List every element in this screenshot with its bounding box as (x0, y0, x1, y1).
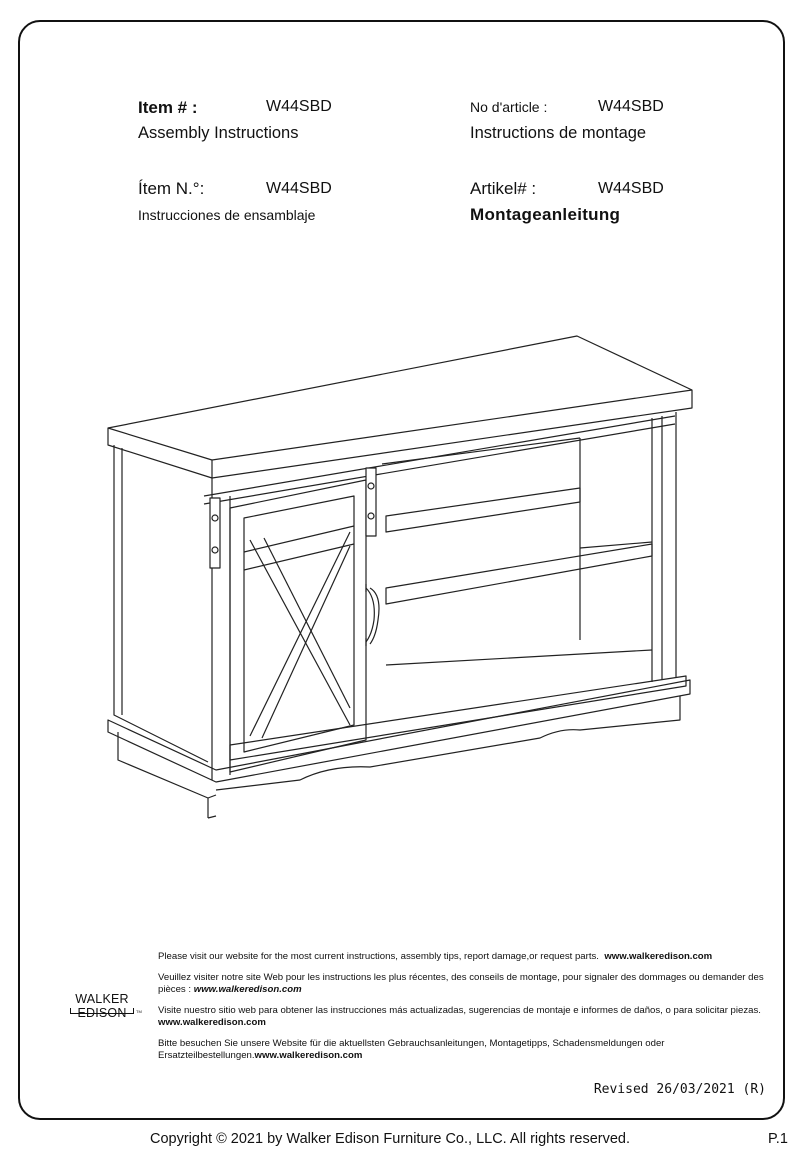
logo-tm: TM (136, 1009, 142, 1014)
info-fr-url[interactable]: www.walkeredison.com (193, 984, 302, 995)
info-fr (158, 972, 768, 996)
item-label-es: Ítem N.°: (138, 179, 205, 198)
info-de-url[interactable]: www.walkeredison.com (254, 1050, 363, 1061)
copyright: Copyright © 2021 by Walker Edison Furniture Co., LLC. All rights reserved. (150, 1131, 630, 1147)
revised-date: Revised 26/03/2021 (R) (593, 1082, 766, 1097)
info-en-url[interactable]: www.walkeredison.com (604, 951, 713, 962)
item-code-fr: W44SBD (598, 98, 664, 115)
logo-text: WALKER EDISON (75, 992, 129, 1020)
info-de (158, 1038, 768, 1062)
info-es-url[interactable]: www.walkeredison.com (158, 1017, 266, 1028)
info-fr-text: Veuillez visiter notre site Web pour les instructions les plus récentes, des conseils de montage, pour signaler des dommages ou demander des pièces : (158, 972, 764, 995)
info-es (158, 1005, 768, 1029)
info-en-text: Please visit our website for the most current instructions, assembly tips, report damage,or request parts. (158, 951, 599, 962)
logo-underline (70, 1008, 134, 1014)
item-code-en: W44SBD (266, 98, 332, 115)
info-es-text: Visite nuestro sitio web para obtener las instrucciones más actualizadas, sugerencias de montaje e informes de daños, o para solicitar piezas. (158, 1005, 761, 1016)
info-en (158, 951, 768, 963)
item-code-es: W44SBD (266, 180, 332, 197)
walker-edison-logo (50, 992, 154, 1020)
title-fr: Instructions de montage (470, 124, 647, 142)
title-en: Assembly Instructions (138, 124, 299, 142)
item-label-en: Item # : (138, 98, 198, 117)
item-label-fr: No d'article : (470, 99, 548, 115)
title-es: Instrucciones de ensamblaje (138, 207, 316, 223)
item-label-de: Artikel# : (470, 179, 537, 198)
item-code-de: W44SBD (598, 180, 664, 197)
page-number: P.1 (768, 1131, 788, 1147)
tv-stand-illustration (100, 320, 700, 820)
title-de: Montageanleitung (470, 205, 621, 224)
info-de-text: Bitte besuchen Sie unsere Website für die aktuellsten Gebrauchsanleitungen, Montagetipps, Schadensmeldungen oder Ersatzteilbestellungen. (158, 1038, 665, 1061)
